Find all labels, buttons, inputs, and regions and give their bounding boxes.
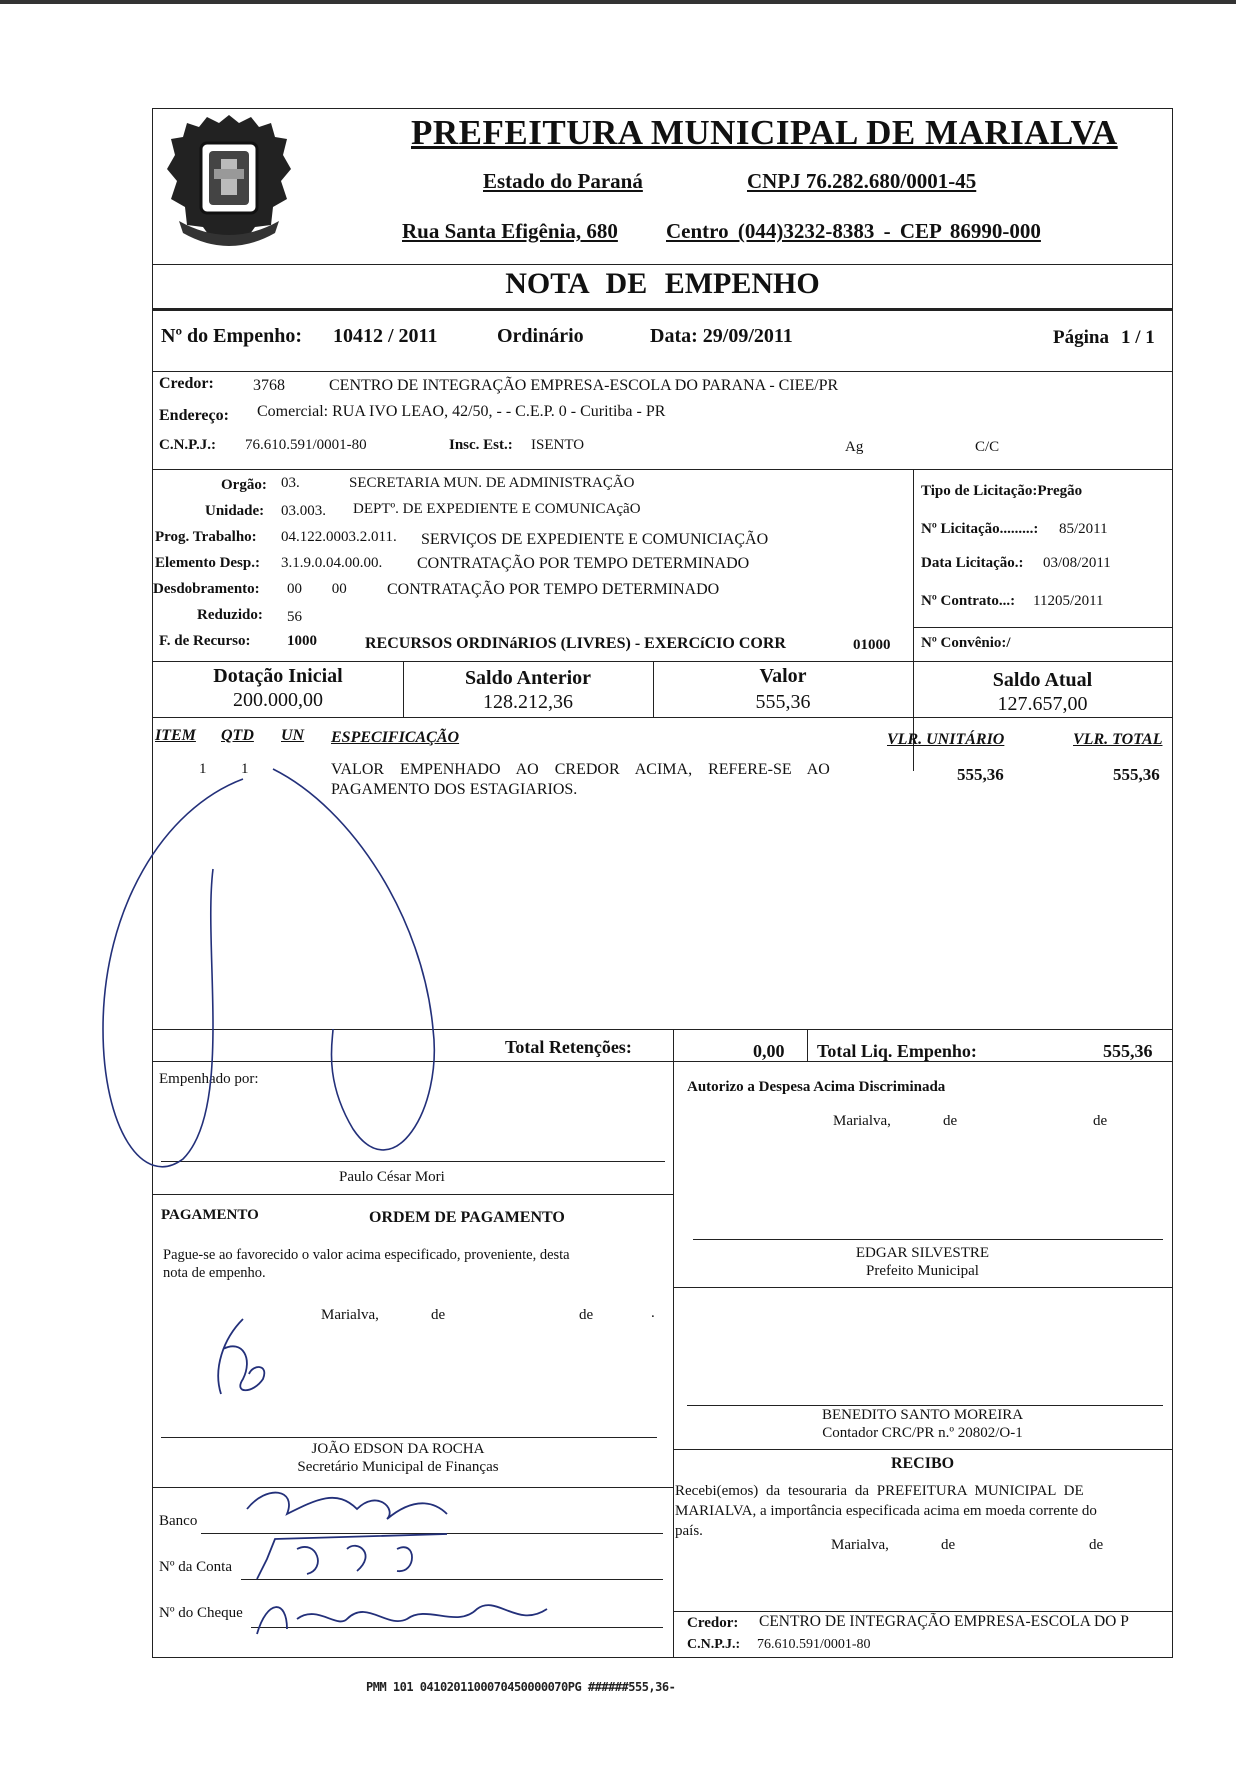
header-title: PREFEITURA MUNICIPAL DE MARIALVA — [411, 113, 1118, 152]
recibo-cnpj: 76.610.591/0001-80 — [757, 1637, 871, 1652]
pagamento-text-line1: Pague-se ao favorecido o valor acima especificado, proveniente, desta — [163, 1247, 570, 1263]
recurso-number: 01000 — [853, 637, 891, 653]
licitacao-tipo: Tipo de Licitação:Pregão — [921, 483, 1083, 499]
divider — [913, 627, 1172, 628]
pagamento-de2: de — [579, 1307, 594, 1323]
recibo-text-line3: país. — [675, 1523, 703, 1539]
empenhado-name: Paulo César Mori — [339, 1169, 445, 1185]
orgao-label: Orgão: — [221, 477, 267, 493]
ordem-pagamento-title: ORDEM DE PAGAMENTO — [369, 1209, 565, 1226]
credor-cc-label: C/C — [975, 439, 1000, 455]
credor-address: Comercial: RUA IVO LEAO, 42/50, - - C.E.P. 0 - Curitiba - PR — [257, 403, 666, 420]
autorizo-de2: de — [1093, 1113, 1108, 1129]
saldo-anterior-value: 128.212,36 — [483, 691, 573, 713]
prog-code: 04.122.0003.2.011. — [281, 529, 397, 545]
item-number: 1 — [199, 761, 207, 777]
unidade-label: Unidade: — [205, 503, 265, 519]
empenhado-label: Empenhado por: — [159, 1071, 259, 1087]
convenio-label: Nº Convênio:/ — [921, 635, 1011, 651]
prog-name: SERVIÇOS DE EXPEDIENTE E COMUNICIAÇÃO — [421, 531, 769, 548]
signature-line — [161, 1161, 665, 1162]
divider — [153, 661, 1172, 662]
divider — [673, 1449, 1172, 1450]
col-especificacao: ESPECIFICAÇÃO — [331, 729, 460, 746]
recibo-de2: de — [1089, 1537, 1104, 1553]
item-vlr-unitario: 555,36 — [957, 765, 1004, 784]
divider — [153, 371, 1172, 372]
saldo-anterior-label: Saldo Anterior — [464, 667, 592, 689]
header-state: Estado do Paraná — [483, 169, 643, 193]
pagamento-de1: de — [431, 1307, 446, 1323]
divider — [807, 1029, 808, 1061]
signature-line — [673, 1611, 1172, 1612]
item-qtd: 1 — [241, 761, 249, 777]
credor-name: CENTRO DE INTEGRAÇÃO EMPRESA-ESCOLA DO PARANA - CIEE/PR — [329, 377, 839, 394]
empenho-date: Data: 29/09/2011 — [650, 325, 793, 347]
saldo-atual-value: 127.657,00 — [997, 693, 1088, 715]
signature-line — [693, 1239, 1163, 1240]
mayor-name: EDGAR SILVESTRE — [855, 1245, 990, 1261]
licitacao-numero-label: Nº Licitação.........: — [921, 521, 1039, 537]
reduzido-label: Reduzido: — [197, 607, 263, 623]
banco-label: Banco — [159, 1513, 198, 1529]
cheque-line — [251, 1627, 663, 1628]
unidade-code: 03.003. — [281, 503, 326, 519]
credor-address-label: Endereço: — [159, 407, 229, 424]
reduzido-value: 56 — [287, 609, 302, 625]
page-label: Página — [1053, 327, 1109, 348]
banco-line — [201, 1533, 663, 1534]
credor-insc: ISENTO — [531, 437, 585, 453]
contador-role: Contador CRC/PR n.º 20802/O-1 — [822, 1425, 1023, 1441]
valor-value: 555,36 — [755, 691, 811, 713]
recibo-credor-label: Credor: — [687, 1615, 739, 1631]
contador-name: BENEDITO SANTO MOREIRA — [821, 1407, 1024, 1423]
scan-top-edge — [0, 0, 1236, 4]
desdobramento-name: CONTRATAÇÃO POR TEMPO DETERMINADO — [387, 581, 720, 598]
recibo-text-line1: Recebi(emos) da tesouraria da PREFEITURA MUNICIPAL DE — [675, 1483, 1084, 1499]
liquido-value: 555,36 — [1103, 1041, 1153, 1061]
mayor-role: Prefeito Municipal — [866, 1263, 979, 1279]
elemento-label: Elemento Desp.: — [155, 555, 260, 571]
recibo-title: RECIBO — [890, 1455, 955, 1472]
contrato-label: Nº Contrato...: — [921, 593, 1016, 609]
divider — [153, 1061, 1172, 1062]
credor-cnpj-label: C.N.P.J.: — [159, 437, 216, 453]
col-vlr-total: VLR. TOTAL — [1073, 731, 1163, 748]
recurso-label: F. de Recurso: — [159, 633, 251, 649]
col-un: UN — [281, 727, 305, 744]
recibo-text-line2: MARIALVA, a importância especificada acima em moeda corrente do — [675, 1503, 1097, 1519]
recibo-cnpj-label: C.N.P.J.: — [687, 1637, 741, 1652]
signature-line — [687, 1405, 1163, 1406]
credor-cnpj: 76.610.591/0001-80 — [245, 437, 367, 453]
elemento-name: CONTRATAÇÃO POR TEMPO DETERMINADO — [417, 555, 750, 572]
empenho-type: Ordinário — [497, 325, 584, 347]
col-vlr-unitario: VLR. UNITÁRIO — [887, 731, 1005, 748]
empenho-number: 10412 / 2011 — [333, 325, 438, 347]
col-qtd: QTD — [221, 727, 254, 744]
desdobramento-code: 00 00 — [287, 581, 347, 597]
pagamento-text-line2: nota de empenho. — [163, 1265, 266, 1281]
conta-line — [241, 1579, 663, 1580]
dotacao-label: Dotação Inicial — [213, 665, 343, 687]
credor-code: 3768 — [253, 377, 285, 394]
recurso-code: 1000 — [287, 633, 317, 649]
divider — [673, 1287, 1172, 1288]
prog-label: Prog. Trabalho: — [155, 529, 257, 545]
retencoes-label: Total Retenções: — [505, 1037, 632, 1057]
handwritten-bank-details-icon — [227, 1479, 667, 1659]
licitacao-data-label: Data Licitação.: — [921, 555, 1024, 571]
signature-initials-icon — [213, 1309, 333, 1419]
unidade-name: DEPTº. DE EXPEDIENTE E COMUNICAçãO — [353, 501, 641, 517]
liquido-label: Total Liq. Empenho: — [817, 1041, 977, 1061]
doc-title: NOTA DE EMPENHO — [505, 267, 820, 300]
credor-label: Credor: — [159, 375, 214, 392]
divider — [153, 469, 1172, 470]
header-address: Rua Santa Efigênia, 680 — [402, 219, 618, 243]
cheque-label: Nº do Cheque — [159, 1605, 243, 1621]
recurso-name: RECURSOS ORDINáRIOS (LIVRES) - EXERCíCIO CORR — [365, 635, 786, 652]
divider — [673, 1061, 674, 1657]
recibo-credor: CENTRO DE INTEGRAÇÃO EMPRESA-ESCOLA DO P — [759, 1613, 1129, 1630]
signature-line — [161, 1437, 657, 1438]
orgao-name: SECRETARIA MUN. DE ADMINISTRAÇÃO — [349, 475, 635, 491]
licitacao-data: 03/08/2011 — [1043, 555, 1111, 571]
header-phone-cep: Centro (044)3232-8383 - CEP 86990-000 — [666, 219, 1041, 243]
valor-label: Valor — [759, 665, 807, 687]
credor-insc-label: Insc. Est.: — [449, 437, 513, 453]
divider — [153, 1194, 673, 1195]
elemento-code: 3.1.9.0.04.00.00. — [281, 555, 383, 571]
credor-ag-label: Ag — [845, 439, 864, 455]
item-vlr-total: 555,36 — [1113, 765, 1160, 784]
autorizo-label: Autorizo a Despesa Acima Discriminada — [687, 1079, 946, 1095]
autorizo-de1: de — [943, 1113, 958, 1129]
item-spec-line2: PAGAMENTO DOS ESTAGIARIOS. — [331, 781, 578, 798]
coat-of-arms-icon — [159, 109, 299, 257]
pagamento-place: Marialva, — [321, 1307, 379, 1323]
desdobramento-label: Desdobramento: — [153, 581, 260, 597]
conta-label: Nº da Conta — [159, 1559, 232, 1575]
footer-barcode-text: PMM 101 0410201100070450000070PG ######555,36- — [366, 1680, 676, 1694]
col-item: ITEM — [155, 727, 196, 744]
secretario-name: JOÃO EDSON DA ROCHA — [311, 1441, 485, 1457]
page-number: 1 / 1 — [1121, 327, 1155, 348]
divider — [153, 264, 1172, 265]
orgao-code: 03. — [281, 475, 300, 491]
recibo-de1: de — [941, 1537, 956, 1553]
retencoes-value: 0,00 — [753, 1041, 785, 1061]
header-cnpj: CNPJ 76.282.680/0001-45 — [747, 169, 977, 193]
autorizo-place: Marialva, — [833, 1113, 891, 1129]
pagamento-label: PAGAMENTO — [161, 1207, 259, 1223]
divider — [913, 469, 914, 771]
secretario-role: Secretário Municipal de Finanças — [297, 1459, 499, 1475]
nota-de-empenho-form — [152, 108, 1173, 1658]
contrato-value: 11205/2011 — [1033, 593, 1104, 609]
item-spec-line1: VALOR EMPENHADO AO CREDOR ACIMA, REFERE-SE AO — [331, 761, 830, 778]
saldo-atual-label: Saldo Atual — [992, 669, 1093, 691]
pagamento-dot: . — [651, 1305, 655, 1321]
divider — [153, 1029, 1172, 1030]
recibo-place: Marialva, — [831, 1537, 889, 1553]
dotacao-value: 200.000,00 — [233, 689, 323, 711]
empenho-number-label: Nº do Empenho: — [161, 325, 303, 347]
licitacao-numero: 85/2011 — [1059, 521, 1108, 537]
divider — [153, 308, 1172, 311]
divider — [153, 717, 1172, 718]
divider — [673, 1029, 674, 1061]
divider — [153, 1487, 673, 1488]
